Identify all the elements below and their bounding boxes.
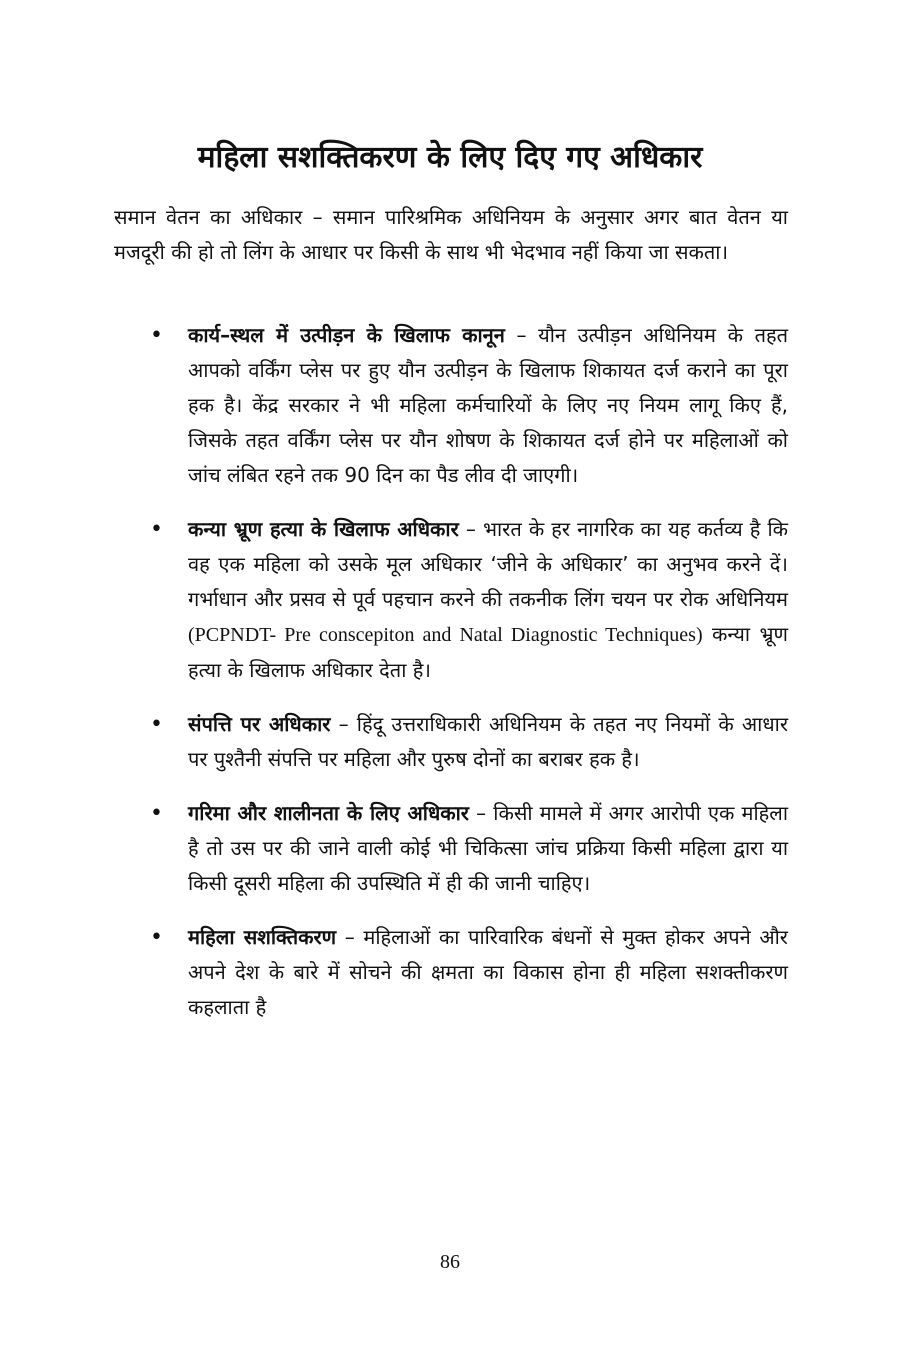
item-text: महिलाओं का पारिवारिक बंधनों से मुक्त होकर अपने और अपने देश के बारे में सोचने की क्षमता का विकास होना ही महिला सशक्तीकरण कहलाता है (188, 925, 788, 1019)
item-separator: – (458, 517, 483, 541)
list-item (150, 318, 788, 493)
item-separator: – (504, 323, 539, 347)
item-text: भारत के हर नागरिक का यह कर्तव्य है कि वह एक महिला को उसके मूल अधिकार ‘जीने के अधिकार’ का अनुभव करने दें। गर्भाधान और प्रसव से पूर्व पहचान करने की तकनीक लिंग चयन पर रोक अधिनियम (188, 517, 788, 611)
item-term: महिला सशक्तिकरण (188, 925, 337, 949)
item-term: संपत्ति पर अधिकार (188, 712, 331, 736)
bullet-icon: • (150, 517, 163, 542)
item-text: यौन उत्पीड़न अधिनियम के तहत आपको वर्किंग प्लेस पर हुए यौन उत्पीड़न के खिलाफ शिकायत दर्ज कराने का पूरा हक है। केंद्र सरकार ने भी महिला कर्मचारियों के लिए नए नियम लागू किए हैं, जिसके तहत वर्किंग प्लेस पर यौन शोषण के शिकायत दर्ज होने पर महिलाओं को जांच लंबित रहने तक 90 दिन का पैड लीव दी जाएगी। (188, 323, 788, 487)
bullet-icon: • (150, 323, 163, 348)
rights-list (150, 318, 788, 1044)
bullet-icon: • (150, 925, 163, 950)
item-term: कन्या भ्रूण हत्या के खिलाफ अधिकार (188, 517, 459, 541)
item-term: कार्य–स्थल में उत्पीड़न के खिलाफ कानून (188, 323, 505, 347)
bullet-icon: • (150, 801, 163, 826)
item-separator: – (330, 712, 357, 736)
list-item (150, 796, 788, 901)
page-title: महिला सशक्तिकरण के लिए दिए गए अधिकार (197, 140, 703, 175)
item-separator: – (469, 801, 494, 825)
page-number: 86 (440, 1251, 460, 1273)
list-item (150, 707, 788, 777)
item-text: हिंदू उत्तराधिकारी अधिनियम के तहत नए नियमों के आधार पर पुश्तैनी संपत्ति पर महिला और पुरुष दोनों का बराबर हक है। (188, 712, 789, 771)
bullet-icon: • (150, 712, 163, 737)
list-item (150, 920, 788, 1025)
item-text: कन्या भ्रूण हत्या के खिलाफ अधिकार देता है। (188, 622, 788, 682)
intro-paragraph: समान वेतन का अधिकार – समान पारिश्रमिक अधिनियम के अनुसार अगर बात वेतन या मजदूरी की हो तो लिंग के आधार पर किसी के साथ भी भेदभाव नहीं किया जा सकता। (114, 205, 788, 264)
item-term: गरिमा और शालीनता के लिए अधिकार (188, 801, 469, 825)
list-item (150, 512, 788, 688)
item-text-latin: (PCPNDT- Pre conscepiton and Natal Diagnostic Techniques) (188, 624, 703, 646)
item-separator: – (336, 925, 364, 949)
item-text: किसी मामले में अगर आरोपी एक महिला है तो उस पर की जाने वाली कोई भी चिकित्सा जांच प्रक्रिया किसी महिला द्वारा या किसी दूसरी महिला की उपस्थिति में ही की जानी चाहिए। (188, 801, 789, 895)
